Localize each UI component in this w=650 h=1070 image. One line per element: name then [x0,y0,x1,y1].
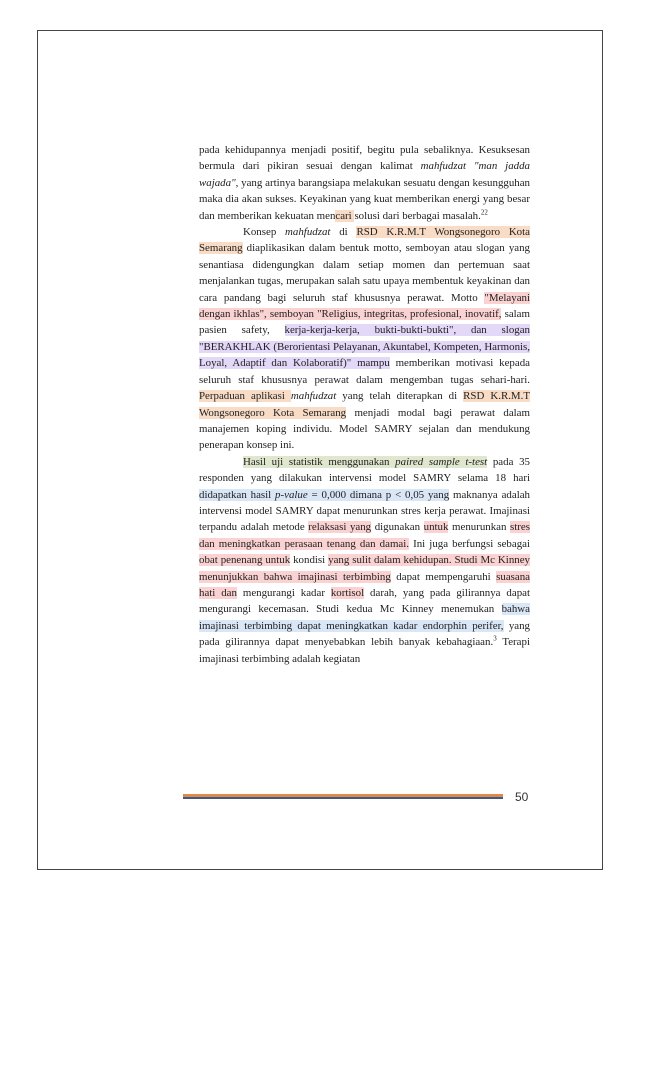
italic-term: p-value [275,488,308,501]
highlight: Perpaduan aplikasi [199,390,291,403]
highlight: "Melayani dengan ikhlas", semboyan "Religius, integritas, profesional, inovatif, [199,291,530,321]
text-run: menurunkan [448,521,511,534]
text-run: menjadi modal bagi perawat dalam manajemen koping individu. Model SAMRY sejalan dan mendukung penerapan konsep ini. [199,406,530,452]
text-run: yang telah diterapkan di [336,390,464,403]
body-text [199,142,530,667]
text-run: memberikan motivasi kepada seluruh staf khususnya perawat dalam mengemban tugas sehari-hari. [199,357,530,386]
highlight: kerja-kerja-kerja, bukti-bukti-bukti", dan slogan "BERAKHLAK (Berorientasi Pelayanan, Akuntabel, Kompeten, Harmonis, Loyal, Adaptif dan Kolaboratif)" mampu [199,324,530,370]
text-run: darah, yang pada gilirannya dapat mengurangi kecemasan. Studi kedua Mc Kinney menemukan [199,586,530,616]
text-run: mengurangi kadar [236,586,331,599]
page-number: 50 [515,790,529,804]
highlight: stres dan meningkatkan perasaan tenang dan damai. [199,521,530,550]
text-run: di [330,226,357,239]
highlight: = 0,000 dimana p < 0,05 yang [307,488,450,501]
text-run: yang pada gilirannya dapat menyebabkan lebih banyak kebahagiaan. [199,619,530,649]
highlight: obat penenang untuk [199,554,291,567]
text-run: maknanya adalah intervensi model SAMRY dapat menurunkan stres kerja perawat. Imajinasi terpandu adalah metode [199,488,531,534]
text-run: pada 35 responden yang dilakukan intervensi model SAMRY selama 18 hari [199,455,530,485]
text-run: diaplikasikan dalam bentuk motto, semboyan atau slogan yang senantiasa didengungkan dalam setiap momen dan pertemuan saat menjalankan tugas, merupakan salah satu upaya membentuk keyakinan dan cara pandang bagi seluruh staf khususnya perawat. Motto [199,242,530,304]
highlight: relaksasi yang [308,521,372,534]
footnote-ref: 3 [493,634,497,643]
text-run: kondisi [290,554,329,567]
footer-rule [183,794,503,799]
highlight: kortisol [330,586,365,599]
text-run: Terapi imajinasi terbimbing adalah kegiatan [199,636,530,665]
italic-term: mahfudzat [290,390,337,403]
highlight: cari [335,209,355,222]
text-run: digunakan [371,521,424,534]
italic-term: mahfudzat [285,226,331,239]
italic-term: paired sample t-test [395,455,488,468]
text-run: solusi dari berbagai masalah. [354,209,481,222]
paragraph-1 [199,142,530,224]
highlight: bahwa imajinasi terbimbing dapat meningkatkan kadar endorphin perifer, [199,603,530,632]
italic-term: mahfudzat "man jadda wajada" [199,160,530,189]
text-run: Ini juga berfungsi sebagai [409,537,531,550]
highlight: untuk [423,521,449,534]
paragraph-3 [199,454,530,667]
text-run: dapat mempengaruhi [390,570,497,583]
highlight: RSD K.R.M.T Wongsonegoro Kota Semarang [199,226,530,255]
highlight: Hasil uji statistik menggunakan [243,455,396,468]
highlight: didapatkan hasil [199,488,276,501]
highlight: suasana hati dan [199,570,531,599]
text-run: pada kehidupannya menjadi positif, begitu pula sebaliknya. Kesuksesan bermula dari pikiran sesuai dengan kalimat [199,144,530,173]
text-run: salam pasien safety, [199,308,530,337]
highlight: RSD K.R.M.T Wongsonegoro Kota Semarang [199,390,530,419]
text-run: , yang artinya barangsiapa melakukan sesuatu dengan kesungguhan maka dia akan sukses. Keyakinan yang kuat memberikan energi yang besar dan memberikan kekuatan men [199,176,530,222]
text-run: Konsep [243,226,286,239]
paragraph-2 [199,224,530,454]
highlight: yang sulit dalam kehidupan. Studi Mc Kinney menunjukkan bahwa imajinasi terbimbing [199,554,530,583]
footnote-ref: 22 [480,208,488,216]
